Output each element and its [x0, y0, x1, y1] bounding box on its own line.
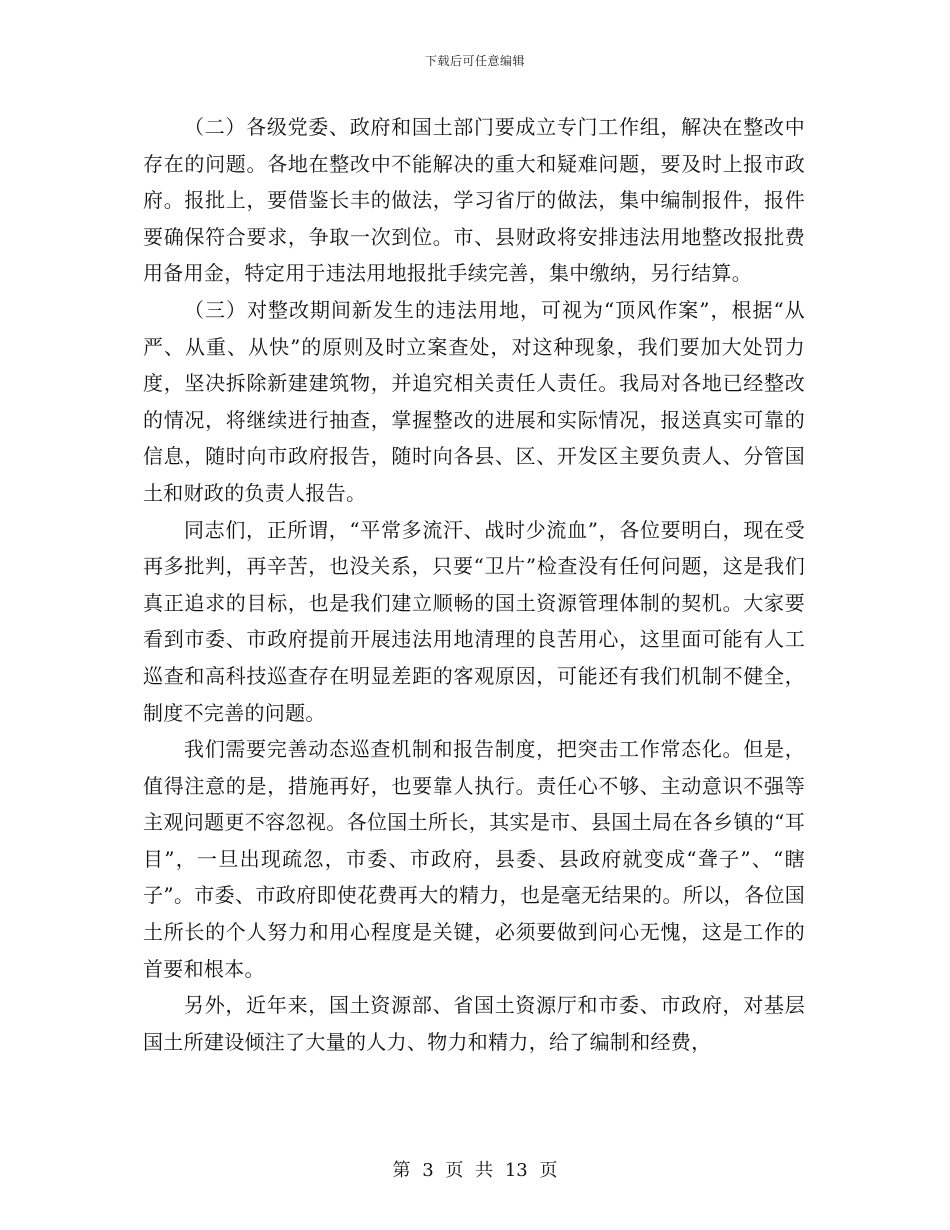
page-number-footer: 第 3 页 共 13 页 — [392, 1160, 558, 1181]
paragraph-4: 我们需要完善动态巡查机制和报告制度，把突击工作常态化。但是，值得注意的是，措施再好，也要靠人执行。责任心不够、主动意识不强等主观问题更不容忽视。各位国土所长，其实是市、县国土局在各乡镇的“耳目”，一旦出现疏忽，市委、市政府，县委、县政府就变成“聋子”、“瞎子”。市委、市政府即使花费再大的精力，也是毫无结果的。所以，各位国土所长的个人努力和用心程度是关键，必须要做到问心无愧，这是工作的首要和根本。 — [143, 737, 805, 981]
paragraph-5: 另外，近年来，国土资源部、省国土资源厅和市委、市政府，对基层国土所建设倾注了大量的人力、物力和精力，给了编制和经费， — [143, 993, 805, 1054]
document-body — [143, 109, 805, 1060]
paragraph-3: 同志们，正所谓，“平常多流汗、战时少流血”，各位要明白，现在受再多批判，再辛苦，也没关系，只要“卫片”检查没有任何问题，这是我们真正追求的目标，也是我们建立顺畅的国土资源管理体制的契机。大家要看到市委、市政府提前开展违法用地清理的良苦用心，这里面可能有人工巡查和高科技巡查存在明显差距的客观原因，可能还有我们机制不健全，制度不完善的问题。 — [143, 517, 805, 725]
paragraph-1: （二）各级党委、政府和国土部门要成立专门工作组，解决在整改中存在的问题。各地在整改中不能解决的重大和疑难问题，要及时上报市政府。报批上，要借鉴长丰的做法，学习省厅的做法，集中编制报件，报件要确保符合要求，争取一次到位。市、县财政将安排违法用地整改报批费用备用金，特定用于违法用地报批手续完善，集中缴纳，另行结算。 — [143, 115, 805, 286]
page-header: 下载后可任意编辑 — [424, 54, 525, 68]
paragraph-2: （三）对整改期间新发生的违法用地，可视为“顶风作案”，根据“从严、从重、从快”的原则及时立案查处，对这种现象，我们要加大处罚力度，坚决拆除新建建筑物，并追究相关责任人责任。我局对各地已经整改的情况，将继续进行抽查，掌握整改的进展和实际情况，报送真实可靠的信息，随时向市政府报告，随时向各县、区、开发区主要负责人、分管国土和财政的负责人报告。 — [143, 297, 805, 505]
